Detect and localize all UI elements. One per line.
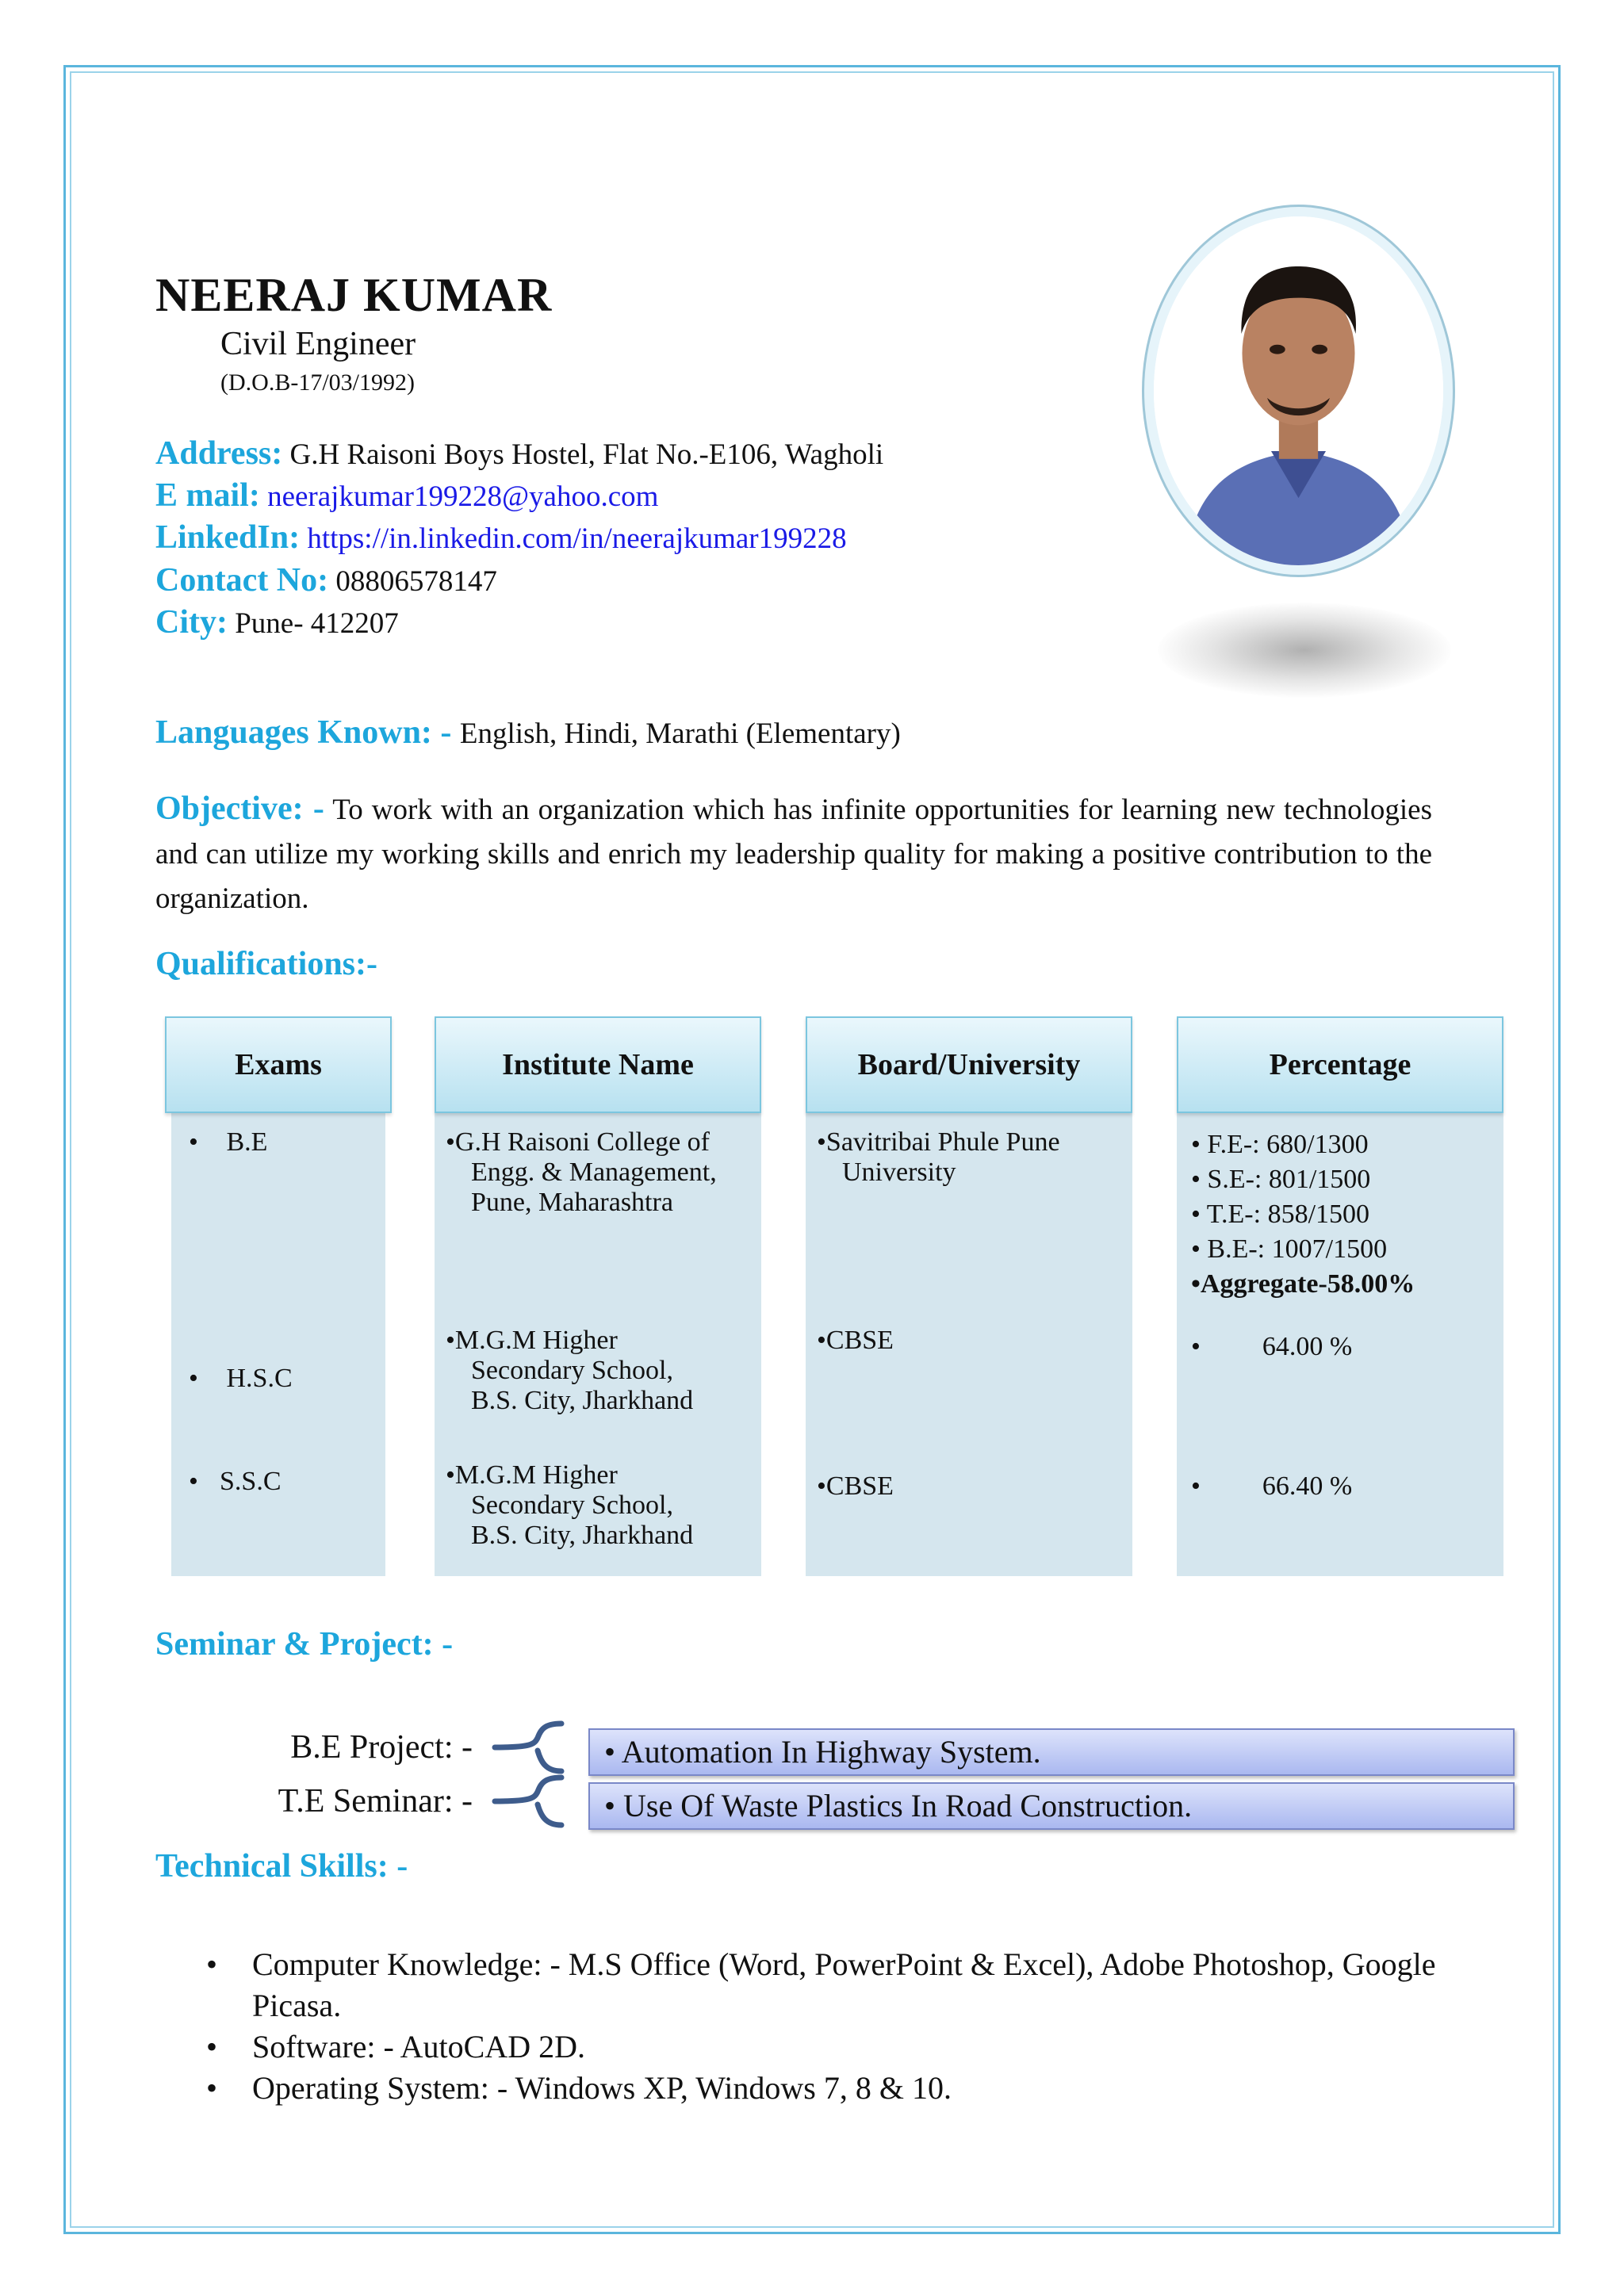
be-marks-list xyxy=(1191,1127,1415,1302)
be-project-value: Automation In Highway System. xyxy=(621,1734,1041,1770)
header-percentage: Percentage xyxy=(1177,1016,1503,1113)
objective-label: Objective: - xyxy=(155,790,324,827)
board-be: •Savitribai Phule Pune University xyxy=(817,1127,1060,1187)
phone-value: 08806578147 xyxy=(335,565,497,598)
header-institute: Institute Name xyxy=(435,1016,761,1113)
city-label: City: xyxy=(155,604,228,641)
email-line xyxy=(155,476,658,515)
candidate-name: NEERAJ KUMAR xyxy=(155,269,553,321)
candidate-role: Civil Engineer xyxy=(220,326,416,362)
profile-photo xyxy=(1154,216,1443,565)
hsc-percent: • 64.00 % xyxy=(1191,1332,1353,1361)
ssc-percent: • 66.40 % xyxy=(1191,1471,1353,1501)
linkedin-link[interactable]: https://in.linkedin.com/in/neerajkumar199228 xyxy=(307,522,847,555)
be-mark-fe: • F.E-: 680/1300 xyxy=(1191,1130,1369,1159)
languages-label: Languages Known: - xyxy=(155,714,452,751)
phone-label: Contact No: xyxy=(155,562,329,599)
email-link[interactable]: neerajkumar199228@yahoo.com xyxy=(267,480,659,513)
institute-column xyxy=(435,1110,761,1576)
qualifications-title: Qualifications:- xyxy=(155,946,377,982)
header-exams: Exams xyxy=(165,1016,392,1113)
te-seminar-value: Use Of Waste Plastics In Road Construction. xyxy=(623,1788,1193,1823)
seminar-title: Seminar & Project: - xyxy=(155,1626,454,1663)
languages-line xyxy=(155,714,901,752)
percentage-column xyxy=(1177,1110,1503,1576)
address-label: Address: xyxy=(155,435,283,472)
exams-column xyxy=(171,1110,385,1576)
be-mark-be: • B.E-: 1007/1500 xyxy=(1191,1234,1388,1264)
exam-hsc: • H.S.C xyxy=(189,1364,293,1393)
address-line xyxy=(155,434,883,473)
te-seminar-box: • Use Of Waste Plastics In Road Construction. xyxy=(588,1782,1515,1830)
city-value: Pune- 412207 xyxy=(235,607,399,640)
be-aggregate: •Aggregate-58.00% xyxy=(1191,1269,1415,1299)
te-seminar-label: T.E Seminar: - xyxy=(278,1783,473,1820)
board-column xyxy=(806,1110,1132,1576)
be-project-box: • Automation In Highway System. xyxy=(588,1728,1515,1776)
address-value: G.H Raisoni Boys Hostel, Flat No.-E106, Wagholi xyxy=(289,438,884,471)
objective-text: To work with an organization which has infinite opportunities for learning new technologies and can utilize my working skills and enrich my leadership quality for making a positive contribution to the organization. xyxy=(155,794,1433,915)
linkedin-line xyxy=(155,519,847,557)
be-mark-te: • T.E-: 858/1500 xyxy=(1191,1200,1370,1229)
email-label: E mail: xyxy=(155,477,260,514)
objective-block xyxy=(155,786,1432,921)
skills-list xyxy=(206,1944,1475,2109)
skill-item-computer: • Computer Knowledge: - M.S Office (Word, PowerPoint & Excel), Adobe Photoshop, Google Picasa. xyxy=(206,1946,1436,2023)
bracket-connector-icon xyxy=(488,1773,568,1830)
bracket-connector-icon xyxy=(488,1719,568,1776)
profile-photo-frame xyxy=(1142,205,1455,577)
header-board: Board/University xyxy=(806,1016,1132,1113)
date-of-birth: (D.O.B-17/03/1992) xyxy=(220,369,415,396)
skill-item-software: • Software: - AutoCAD 2D. xyxy=(206,2029,585,2064)
institute-be: •G.H Raisoni College of Engg. & Management, Pune, Maharashtra xyxy=(446,1127,717,1217)
be-project-label: B.E Project: - xyxy=(290,1729,473,1766)
board-ssc: •CBSE xyxy=(817,1471,894,1501)
languages-value: English, Hindi, Marathi (Elementary) xyxy=(459,718,901,750)
institute-hsc: •M.G.M Higher Secondary School, B.S. City, Jharkhand xyxy=(446,1326,694,1415)
skill-item-os: • Operating System: - Windows XP, Windows 7, 8 & 10. xyxy=(206,2070,952,2106)
exam-ssc: • S.S.C xyxy=(189,1467,282,1496)
city-line xyxy=(155,603,399,641)
institute-ssc: •M.G.M Higher Secondary School, B.S. City, Jharkhand xyxy=(446,1460,694,1550)
exam-be: • B.E xyxy=(189,1127,268,1157)
board-hsc: •CBSE xyxy=(817,1326,894,1355)
skills-title: Technical Skills: - xyxy=(155,1848,408,1885)
linkedin-label: LinkedIn: xyxy=(155,519,301,556)
be-mark-se: • S.E-: 801/1500 xyxy=(1191,1165,1371,1194)
photo-shadow xyxy=(1158,603,1451,698)
person-portrait-icon xyxy=(1154,216,1443,565)
phone-line xyxy=(155,561,497,599)
